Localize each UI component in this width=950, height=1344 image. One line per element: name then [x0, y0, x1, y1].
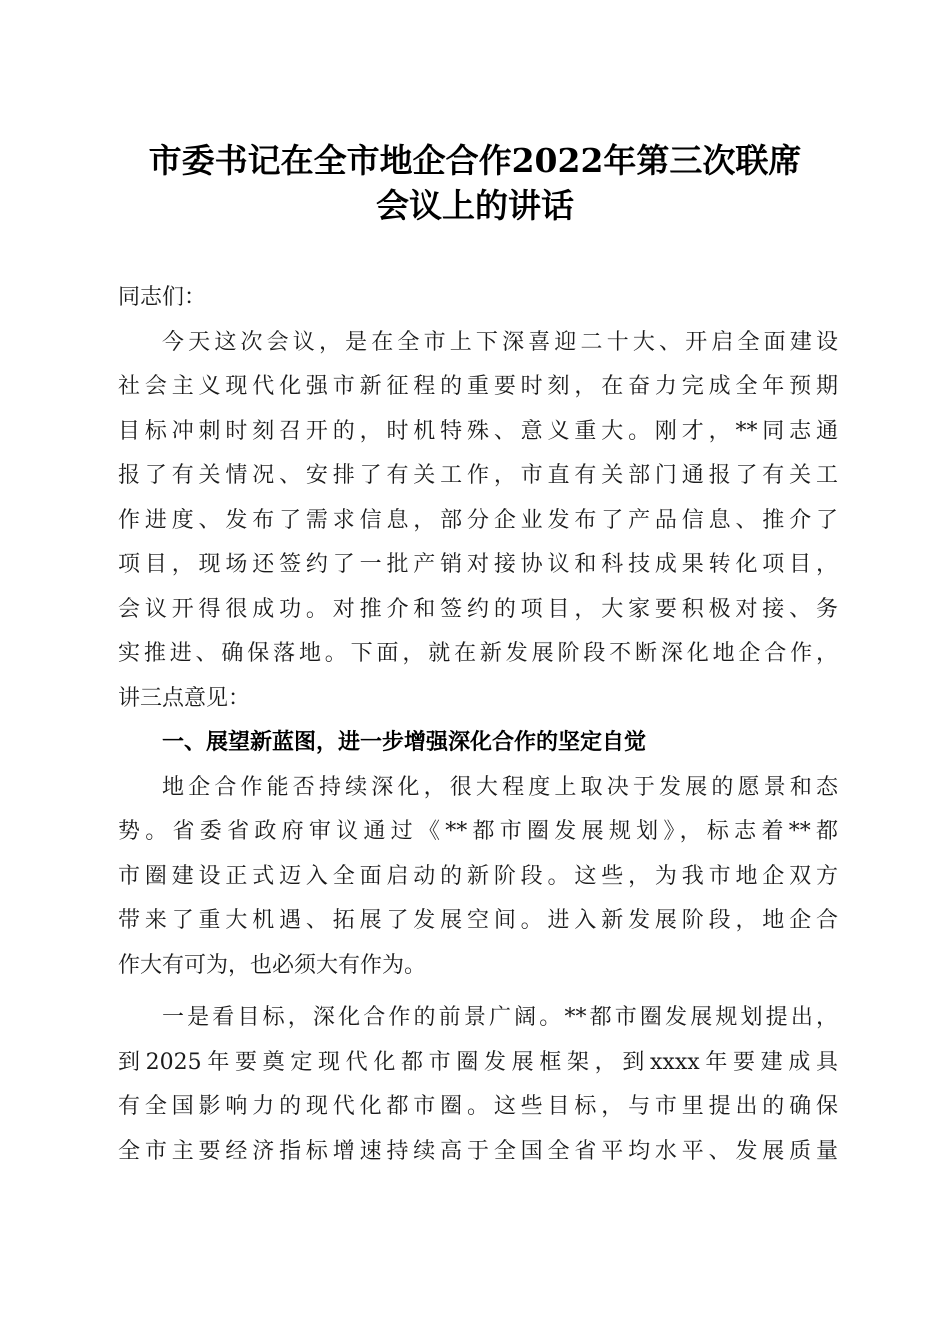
paragraph-1 — [118, 321, 838, 722]
paragraph-line: 势。省委省政府审议通过《**都市圈发展规划》，标志着**都 — [118, 819, 838, 844]
paragraph-line: 地企合作能否持续深化，很大程度上取决于发展的愿景和态 — [162, 774, 838, 800]
paragraph-line: 全市主要经济指标增速持续高于全国全省平均水平、发展质量 — [118, 1138, 838, 1164]
paragraph-line: 目标冲刺时刻召开的，时机特殊、意义重大。刚才，**同志通 — [118, 418, 838, 444]
paragraph-gap — [118, 988, 838, 996]
document-body — [118, 276, 838, 1174]
paragraph-line: 带来了重大机遇、拓展了发展空间。进入新发展阶段，地企合 — [118, 908, 838, 933]
paragraph-line: 一是看目标，深化合作的前景广阔。**都市圈发展规划提出， — [162, 1005, 838, 1030]
paragraph-line: 项目，现场还签约了一批产销对接协议和科技成果转化项目， — [118, 552, 838, 577]
paragraph-line: 有全国影响力的现代化都市圈。这些目标，与市里提出的确保 — [118, 1094, 838, 1119]
paragraph-line: 实推进、确保落地。下面，就在新发展阶段不断深化地企合作， — [118, 641, 838, 666]
paragraph-3 — [118, 996, 838, 1174]
paragraph-line: 作大有可为，也必须大有作为。 — [118, 952, 427, 978]
paragraph-line: 社会主义现代化强市新征程的重要时刻，在奋力完成全年预期 — [118, 374, 838, 399]
paragraph-line: 市圈建设正式迈入全面启动的新阶段。这些，为我市地企双方 — [118, 863, 838, 889]
paragraph-line: 今天这次会议，是在全市上下深喜迎二十大、开启全面建设 — [162, 329, 838, 355]
section-heading-1: 一、展望新蓝图，进一步增强深化合作的坚定自觉 — [162, 730, 647, 755]
paragraph-2 — [118, 766, 838, 989]
title-line-1: 市委书记在全市地企合作2022年第三次联席 — [148, 141, 802, 180]
paragraph-line: 会议开得很成功。对推介和签约的项目，大家要积极对接、务 — [118, 596, 838, 622]
paragraph-line: 作进度、发布了需求信息，部分企业发布了产品信息、推介了 — [118, 507, 838, 533]
title-line-2: 会议上的讲话 — [376, 185, 574, 225]
paragraph-line: 到2025年要奠定现代化都市圈发展框架，到xxxx年要建成具 — [118, 1049, 838, 1075]
paragraph-line: 报了有关情况、安排了有关工作，市直有关部门通报了有关工 — [118, 463, 838, 488]
salutation: 同志们： — [118, 285, 207, 310]
document-title — [100, 138, 850, 227]
paragraph-line: 讲三点意见： — [118, 685, 251, 711]
